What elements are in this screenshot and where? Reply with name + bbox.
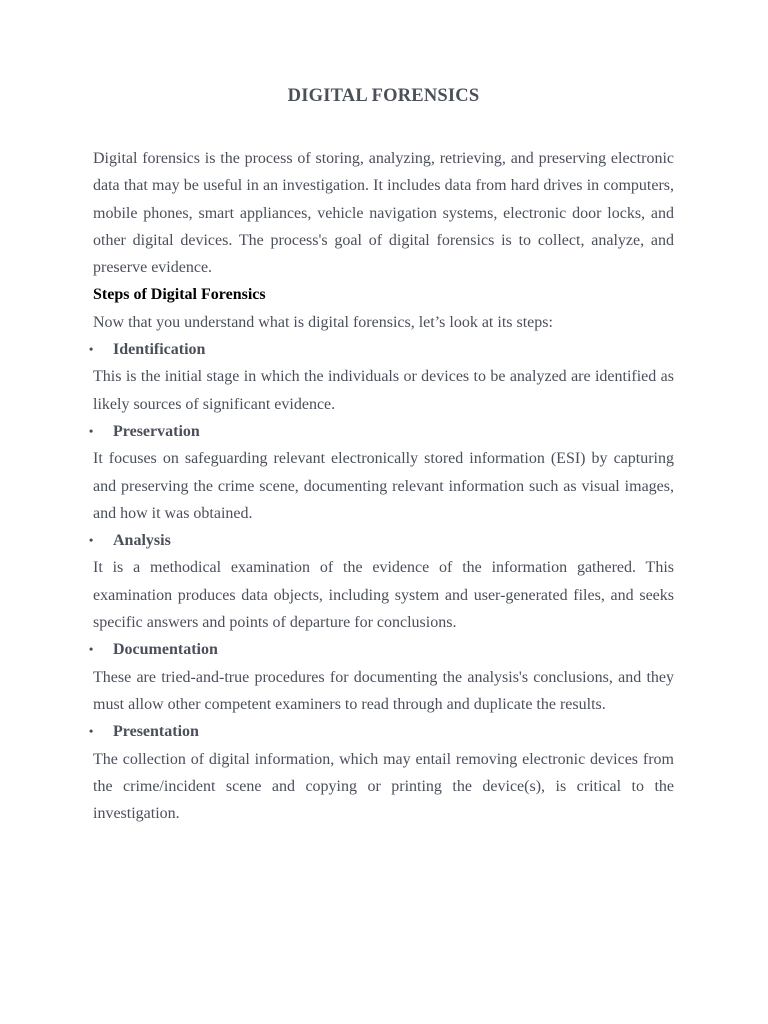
bullet-icon: • (89, 642, 94, 657)
step-title-row (89, 336, 674, 363)
section-heading: Steps of Digital Forensics (93, 286, 266, 304)
step-list-item (89, 636, 674, 718)
step-description: It is a methodical examination of the evidence of the information gathered. This examination produces data objects, including system and user-generated files, and seeks specific answers and points of departure for conclusions. (93, 559, 674, 632)
step-list-item (89, 418, 674, 527)
step-description: The collection of digital information, which may entail removing electronic devices from the crime/incident scene and copying or printing the device(s), is critical to the investigation. (93, 750, 674, 823)
bullet-icon: • (89, 423, 94, 438)
bullet-icon: • (89, 342, 94, 357)
step-title: Documentation (113, 641, 218, 659)
step-description: These are tried-and-true procedures for documenting the analysis's conclusions, and they must allow other competent examiners to read through and duplicate the results. (93, 668, 674, 713)
step-title-row (89, 636, 674, 663)
document-title: DIGITAL FORENSICS (287, 86, 480, 106)
step-title: Analysis (113, 532, 171, 550)
step-list-item (89, 336, 674, 418)
document-body (89, 145, 674, 827)
intro-paragraph: Digital forensics is the process of storing, analyzing, retrieving, and preserving electronic data that may be useful in an investigation. It includes data from hard drives in computers, mobile phones, smart appliances, vehicle navigation systems, electronic door locks, and other digital devices. The process's goal of digital forensics is to collect, analyze, and preserve evidence. (93, 150, 674, 277)
step-title-row (89, 527, 674, 554)
step-description: This is the initial stage in which the individuals or devices to be analyzed are identified as likely sources of significant evidence. (93, 368, 674, 413)
step-description: It focuses on safeguarding relevant electronically stored information (ESI) by capturing and preserving the crime scene, documenting relevant information such as visual images, and how it was obtained. (93, 450, 674, 522)
step-title: Identification (113, 341, 206, 359)
step-title-row (89, 418, 674, 445)
step-title-row (89, 718, 674, 745)
bullet-icon: • (89, 533, 94, 548)
lead-in-paragraph: Now that you understand what is digital forensics, let’s look at its steps: (93, 313, 553, 331)
step-list-item (89, 718, 674, 827)
bullet-icon: • (89, 724, 94, 739)
step-list-item (89, 527, 674, 636)
step-title: Preservation (113, 422, 200, 440)
step-title: Presentation (113, 723, 199, 741)
